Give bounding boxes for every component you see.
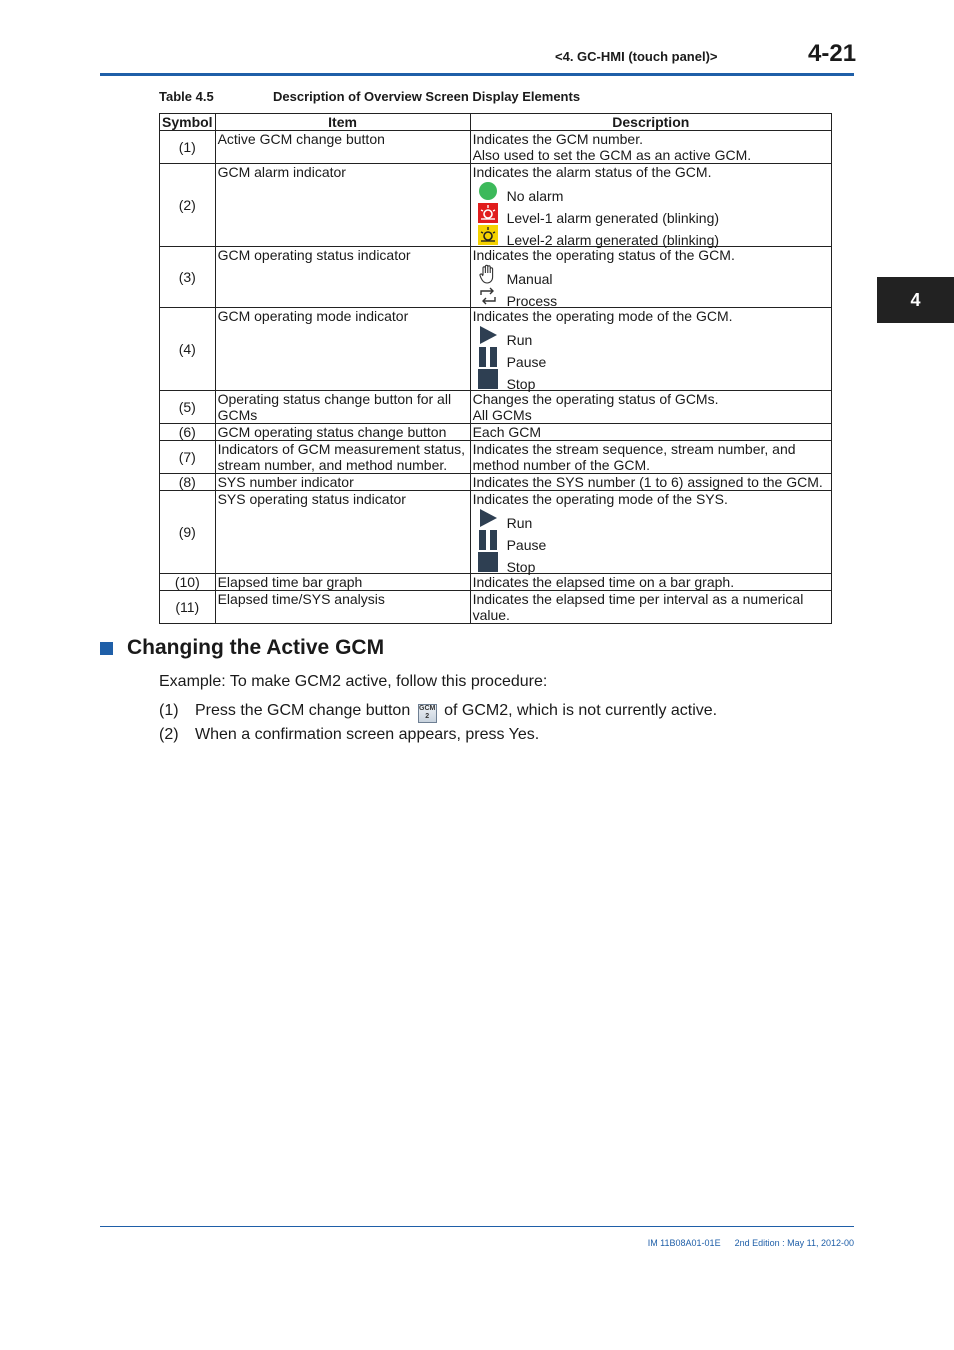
header-chapter: <4. GC-HMI (touch panel)> xyxy=(555,49,718,64)
status-option xyxy=(473,324,829,346)
description-cell xyxy=(470,574,831,591)
page-number: 4-21 xyxy=(808,40,857,67)
description-line: Indicates the operating mode of the SYS. xyxy=(472,491,728,507)
description-cell xyxy=(470,391,831,424)
stop-icon xyxy=(477,368,499,390)
gcm2-button-icon xyxy=(418,704,437,723)
red-alarm-icon xyxy=(477,202,499,224)
symbol-cell: (3) xyxy=(160,247,216,308)
intro-text: Example: To make GCM2 active, follow this procedure: xyxy=(159,673,548,690)
description-line: Indicates the operating status of the GCM. xyxy=(472,247,735,263)
description-cell xyxy=(470,591,831,624)
symbol-cell: (11) xyxy=(160,591,216,624)
item-cell: Elapsed time bar graph xyxy=(215,574,470,591)
step-text: Press the GCM change button xyxy=(195,702,411,719)
status-option-label: Run xyxy=(506,515,533,531)
table-row xyxy=(160,491,832,574)
header-description: Description xyxy=(470,114,831,131)
overview-elements-table xyxy=(159,113,832,624)
status-option xyxy=(473,368,829,390)
chapter-side-tab[interactable]: 4 xyxy=(877,277,954,323)
description-cell xyxy=(470,491,831,574)
item-cell: GCM operating mode indicator xyxy=(215,308,470,391)
doc-id: IM 11B08A01-01E xyxy=(647,1238,721,1248)
symbol-cell: (6) xyxy=(160,424,216,441)
step-number: (2) xyxy=(159,726,179,743)
table-row xyxy=(160,574,832,591)
table-row xyxy=(160,441,832,474)
status-option-label: Stop xyxy=(506,559,536,575)
table-row xyxy=(160,391,832,424)
description-line: Indicates the alarm status of the GCM. xyxy=(472,164,712,180)
description-line: Indicates the operating mode of the GCM. xyxy=(472,308,733,324)
yellow-alarm-icon xyxy=(477,224,499,246)
status-option-label: Pause xyxy=(506,537,547,553)
description-line: Indicates the elapsed time per interval as a numerical value. xyxy=(472,591,804,623)
status-option xyxy=(473,285,829,307)
item-cell: Indicators of GCM measurement status, stream number, and method number. xyxy=(215,441,470,474)
pause-icon xyxy=(477,346,499,368)
gcm-icon-number: 2 xyxy=(425,713,430,720)
description-line: Indicates the SYS number (1 to 6) assigned to the GCM. xyxy=(472,474,823,490)
step-number: (1) xyxy=(159,702,179,719)
description-line: Changes the operating status of GCMs. xyxy=(472,391,719,407)
symbol-cell: (8) xyxy=(160,474,216,491)
description-line: Also used to set the GCM as an active GCM. xyxy=(472,147,752,163)
step-text-after: of GCM2, which is not currently active. xyxy=(444,702,718,719)
table-row xyxy=(160,131,832,164)
symbol-cell: (4) xyxy=(160,308,216,391)
status-option xyxy=(473,224,829,246)
section-title xyxy=(100,636,384,660)
section-bullet-icon xyxy=(100,642,113,655)
status-option-label: Manual xyxy=(506,271,553,287)
table-row xyxy=(160,591,832,624)
description-cell xyxy=(470,308,831,391)
step-text: When a confirmation screen appears, press Yes. xyxy=(195,726,540,743)
symbol-cell: (10) xyxy=(160,574,216,591)
section-title-text: Changing the Active GCM xyxy=(127,636,385,659)
step-2 xyxy=(159,726,539,744)
item-cell: Elapsed time/SYS analysis xyxy=(215,591,470,624)
status-option xyxy=(473,202,829,224)
green-circle-icon xyxy=(477,180,499,202)
item-cell: GCM operating status indicator xyxy=(215,247,470,308)
stop-icon xyxy=(477,551,499,573)
table-row xyxy=(160,164,832,247)
table-caption xyxy=(159,89,581,104)
status-option xyxy=(473,529,829,551)
gcm-icon-label: GCM xyxy=(419,705,436,712)
header-item: Item xyxy=(215,114,470,131)
description-line: Indicates the stream sequence, stream number, and method number of the GCM. xyxy=(472,441,796,473)
status-option-label: Run xyxy=(506,332,533,348)
status-option xyxy=(473,551,829,573)
hand-icon xyxy=(477,263,499,285)
play-icon xyxy=(477,324,499,346)
header-rule xyxy=(100,73,854,76)
description-cell xyxy=(470,247,831,308)
description-line: All GCMs xyxy=(472,407,532,423)
description-cell xyxy=(470,424,831,441)
table-row xyxy=(160,247,832,308)
symbol-cell: (9) xyxy=(160,491,216,574)
item-cell: GCM operating status change button xyxy=(215,424,470,441)
header-symbol: Symbol xyxy=(160,114,216,131)
status-option xyxy=(473,346,829,368)
status-option-label: Pause xyxy=(506,354,547,370)
table-row xyxy=(160,308,832,391)
status-option xyxy=(473,180,829,202)
item-cell: GCM alarm indicator xyxy=(215,164,470,247)
item-cell: SYS number indicator xyxy=(215,474,470,491)
item-cell: SYS operating status indicator xyxy=(215,491,470,574)
status-option-label: Stop xyxy=(506,376,536,392)
table-row xyxy=(160,474,832,491)
footer xyxy=(648,1238,854,1248)
status-option-label: Level-2 alarm generated (blinking) xyxy=(506,232,720,248)
play-icon xyxy=(477,507,499,529)
step-1 xyxy=(159,702,717,723)
symbol-cell: (2) xyxy=(160,164,216,247)
description-cell xyxy=(470,474,831,491)
description-cell xyxy=(470,164,831,247)
item-cell: Operating status change button for all GCMs xyxy=(215,391,470,424)
description-line: Indicates the elapsed time on a bar graph. xyxy=(472,574,735,590)
status-option-label: Process xyxy=(506,293,558,309)
status-option-label: No alarm xyxy=(506,188,564,204)
status-option-label: Level-1 alarm generated (blinking) xyxy=(506,210,720,226)
footer-rule xyxy=(100,1226,854,1227)
symbol-cell: (7) xyxy=(160,441,216,474)
table-caption-label: Table 4.5 xyxy=(159,89,214,104)
status-option xyxy=(473,507,829,529)
symbol-cell: (5) xyxy=(160,391,216,424)
edition: 2nd Edition : May 11, 2012-00 xyxy=(734,1238,854,1248)
symbol-cell: (1) xyxy=(160,131,216,164)
table-header-row xyxy=(160,114,832,131)
description-line: Each GCM xyxy=(472,424,542,440)
pause-icon xyxy=(477,529,499,551)
table-row xyxy=(160,424,832,441)
cycle-arrows-icon xyxy=(477,285,499,307)
table-caption-title: Description of Overview Screen Display Elements xyxy=(273,89,581,104)
description-cell xyxy=(470,131,831,164)
description-line: Indicates the GCM number. xyxy=(472,131,643,147)
description-cell xyxy=(470,441,831,474)
item-cell: Active GCM change button xyxy=(215,131,470,164)
status-option xyxy=(473,263,829,285)
